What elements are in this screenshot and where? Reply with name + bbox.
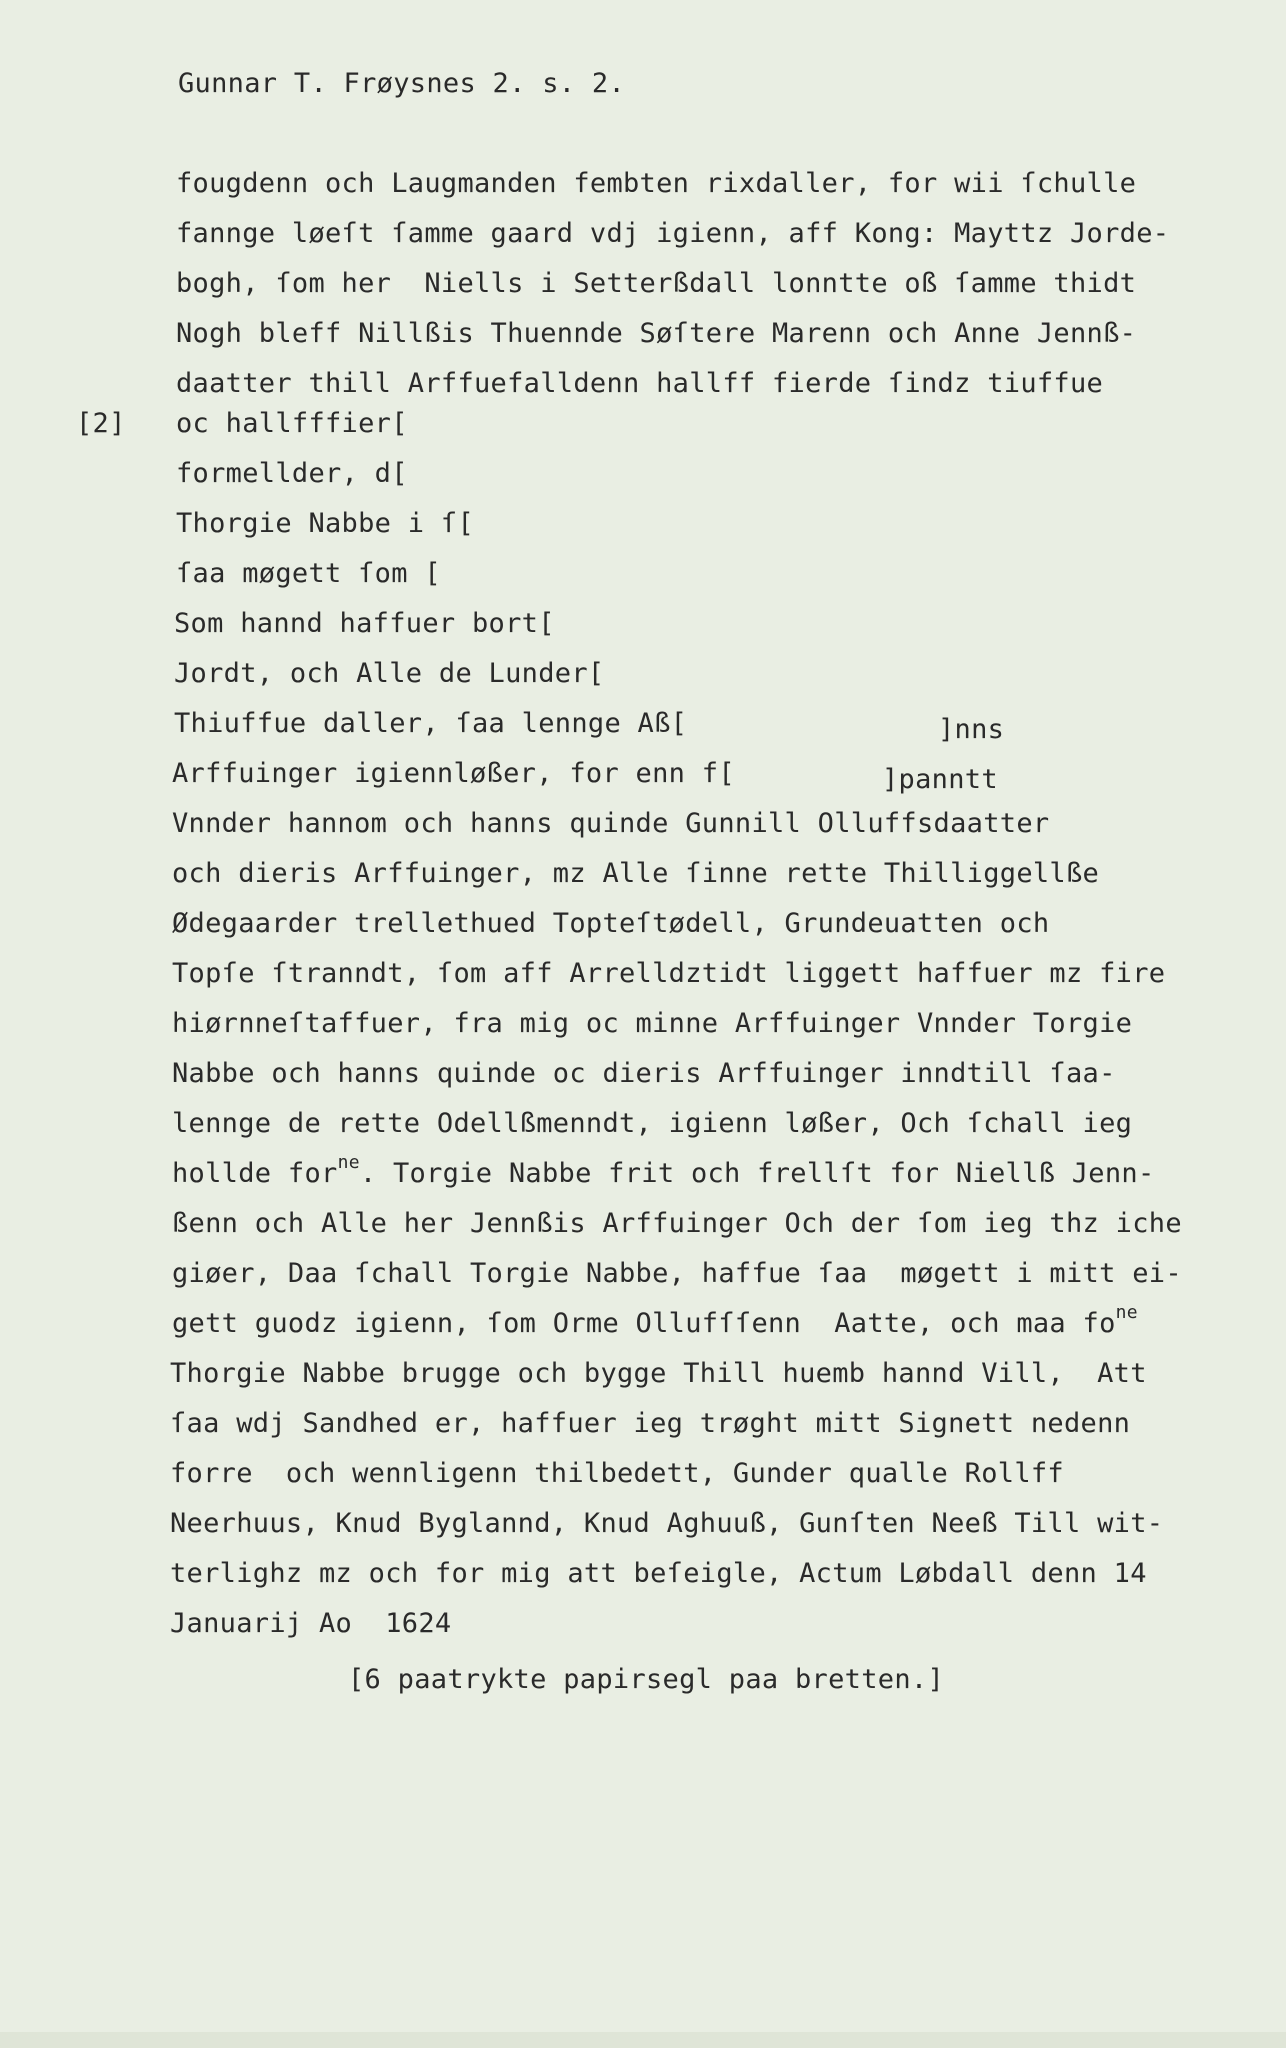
- text-line: Januarij Ao 1624: [170, 1608, 452, 1639]
- text-line-fragment: ]nns: [938, 714, 1005, 745]
- text-line: och dieris Arffuinger, mz Alle ſinne rette Thilliggellße: [172, 858, 1100, 889]
- text-line: Thorgie Nabbe i ſ[: [176, 508, 474, 539]
- text-line: fougdenn och Laugmanden fembten rixdaller, for wii ſchulle: [176, 168, 1137, 199]
- text-line: Som hannd haffuer bort[: [174, 608, 555, 639]
- text-line: formellder, d[: [176, 458, 408, 489]
- text-line: Vnnder hannom och hanns quinde Gunnill Olluffsdaatter: [172, 808, 1050, 839]
- text-line: oc hallfffier[: [176, 408, 408, 439]
- text-line: Topſe ſtranndt, ſom aff Arrelldztidt liggett haffuer mz fire: [172, 958, 1166, 989]
- text-line: Ødegaarder trellethued Topteſtødell, Grundeuatten och: [172, 908, 1050, 939]
- text-line: bogh, ſom her Niells i Setterßdall lonntte oß ſamme thidt: [176, 268, 1137, 299]
- text-line: Thorgie Nabbe brugge och bygge Thill huemb hannd Vill, Att: [170, 1358, 1147, 1389]
- text-segment: . Torgie Nabbe frit och frellſt for Niellß Jenn-: [359, 1158, 1155, 1189]
- page-header: Gunnar T. Frøysnes 2. s. 2.: [178, 68, 625, 99]
- text-segment: gett guodz igienn, ſom Orme Ollufſſenn Aatte, och maa fo: [172, 1308, 1116, 1339]
- text-line: giøer, Daa ſchall Torgie Nabbe, haffue ſaa møgett i mitt ei-: [172, 1258, 1182, 1289]
- text-line: Nogh bleff Nillßis Thuennde Søſtere Marenn och Anne Jennß-: [176, 318, 1137, 349]
- text-line: Neerhuus, Knud Byglannd, Knud Aghuuß, Gunſten Neeß Till wit-: [170, 1508, 1164, 1539]
- superscript: ne: [337, 1152, 360, 1173]
- text-line: forre och wennligenn thilbedett, Gunder qualle Rollff: [170, 1458, 1064, 1489]
- margin-page-marker: [2]: [76, 408, 126, 439]
- text-line: [172, 1302, 1138, 1343]
- page-bottom-edge: [0, 2032, 1286, 2048]
- text-line: ſaa møgett ſom [: [176, 558, 441, 589]
- text-line: hiørnneſtaffuer, fra mig oc minne Arffuinger Vnnder Torgie: [172, 1008, 1133, 1039]
- text-line: Nabbe och hanns quinde oc dieris Arffuinger inndtill ſaa-: [172, 1058, 1116, 1089]
- text-line: ßenn och Alle her Jennßis Arffuinger Och der ſom ieg thz iche: [172, 1208, 1182, 1239]
- text-line: lennge de rette Odellßmenndt, igienn løßer, Och ſchall ieg: [172, 1108, 1133, 1139]
- text-line: terlighz mz och for mig att beſeigle, Actum Løbdall denn 14: [170, 1558, 1147, 1589]
- text-line: Jordt, och Alle de Lunder[: [174, 658, 605, 689]
- text-line: Arffuinger igiennløßer, for enn f[: [172, 758, 735, 789]
- text-line-fragment: ]panntt: [882, 764, 998, 795]
- text-line: daatter thill Arffuefalldenn hallff fierde ſindz tiuffue: [176, 368, 1104, 399]
- text-line: ſaa wdj Sandhed er, haffuer ieg trøght mitt Signett nedenn: [170, 1408, 1131, 1439]
- text-line: fannge løeſt ſamme gaard vdj igienn, aff Kong: Mayttz Jorde-: [176, 218, 1170, 249]
- text-segment: hollde for: [172, 1158, 338, 1189]
- closing-note: [6 paatrykte papirsegl paa bretten.]: [348, 1664, 944, 1695]
- text-line: [172, 1152, 1155, 1193]
- superscript: ne: [1115, 1302, 1138, 1323]
- text-line: Thiuffue daller, ſaa lennge Aß[: [174, 708, 688, 739]
